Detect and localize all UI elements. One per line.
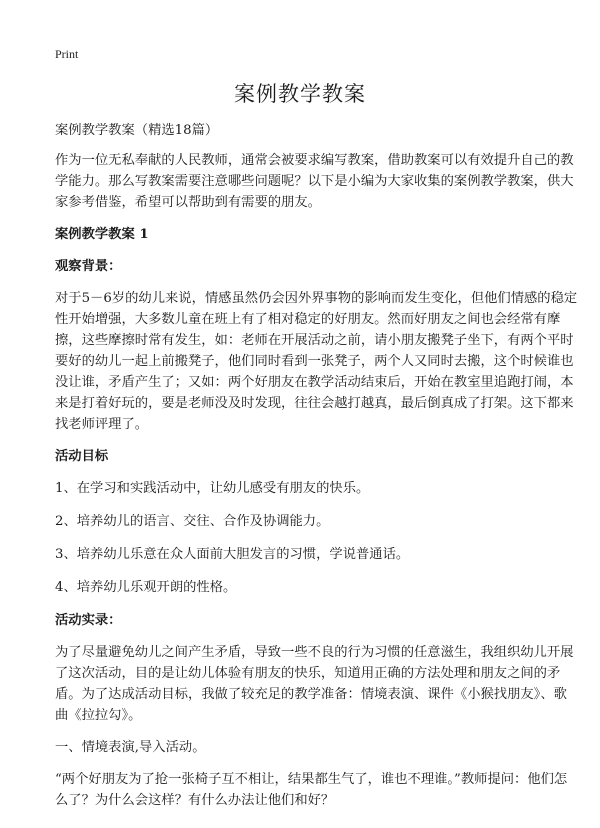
step-paragraph: “两个好朋友为了抢一张椅子互不相让，结果都生气了，谁也不理谁。”教师提问：他们怎么了？为什么会这样？有什么办法让他们和好？: [55, 772, 568, 808]
record-heading: 活动实录：: [55, 613, 122, 628]
document-subtitle: 案例教学教案（精选18篇）: [55, 123, 219, 138]
page-title: 案例教学教案: [234, 82, 366, 106]
intro-paragraph: 作为一位无私奉献的人民教师，通常会被要求编写教案，借助教案可以有效提升自己的教学能力。那么写教案需要注意哪些问题呢？以下是小编为大家收集的案例教学教案，供大家参考借鉴，希望可以帮助到有需要的朋友。: [55, 153, 574, 210]
goal-item: 1、在学习和实践活动中，让幼儿感受有朋友的快乐。: [55, 481, 370, 496]
background-paragraph: 对于5－6岁的幼儿来说，情感虽然仍会因外界事物的影响而发生变化，但他们情感的稳定性开始增强，大多数儿童在班上有了相对稳定的好朋友。然而好朋友之间也会经常有摩擦，这些摩擦时常有发生，如：老师在开展活动之前，请小朋友搬凳子坐下，有两个平时要好的幼儿一起上前搬凳子，他们同时看到一张凳子，两个人又同时去搬，这个时候谁也没让谁，矛盾产生了；又如：两个好朋友在教学活动结束后，开始在教室里追跑打闹，本来是打着好玩的，要是老师没及时发现，往往会越打越真，最后倒真成了打架。这下都来找老师评理了。: [55, 291, 578, 432]
record-paragraph: 为了尽量避免幼儿之间产生矛盾，导致一些不良的行为习惯的任意滋生，我组织幼儿开展了这次活动，目的是让幼儿体验有朋友的快乐，知道用正确的方法处理和朋友之间的矛盾。为了达成活动目标，我做了较充足的教学准备：情境表演、课件《小猴找朋友》、歌曲《拉拉勾》。: [55, 645, 574, 723]
step-heading: 一、情境表演,导入活动。: [55, 740, 206, 755]
goals-heading: 活动目标: [55, 449, 109, 464]
background-heading: 观察背景：: [55, 259, 122, 274]
document-body: [55, 120, 578, 822]
goal-item: 2、培养幼儿的语言、交往、合作及协调能力。: [55, 514, 330, 529]
goal-item: 3、培养幼儿乐意在众人面前大胆发言的习惯，学说普通话。: [55, 547, 410, 562]
print-link[interactable]: Print: [55, 47, 79, 61]
goal-item: 4、培养幼儿乐观开朗的性格。: [55, 580, 237, 595]
section-heading: 案例教学教案 1: [55, 227, 149, 242]
